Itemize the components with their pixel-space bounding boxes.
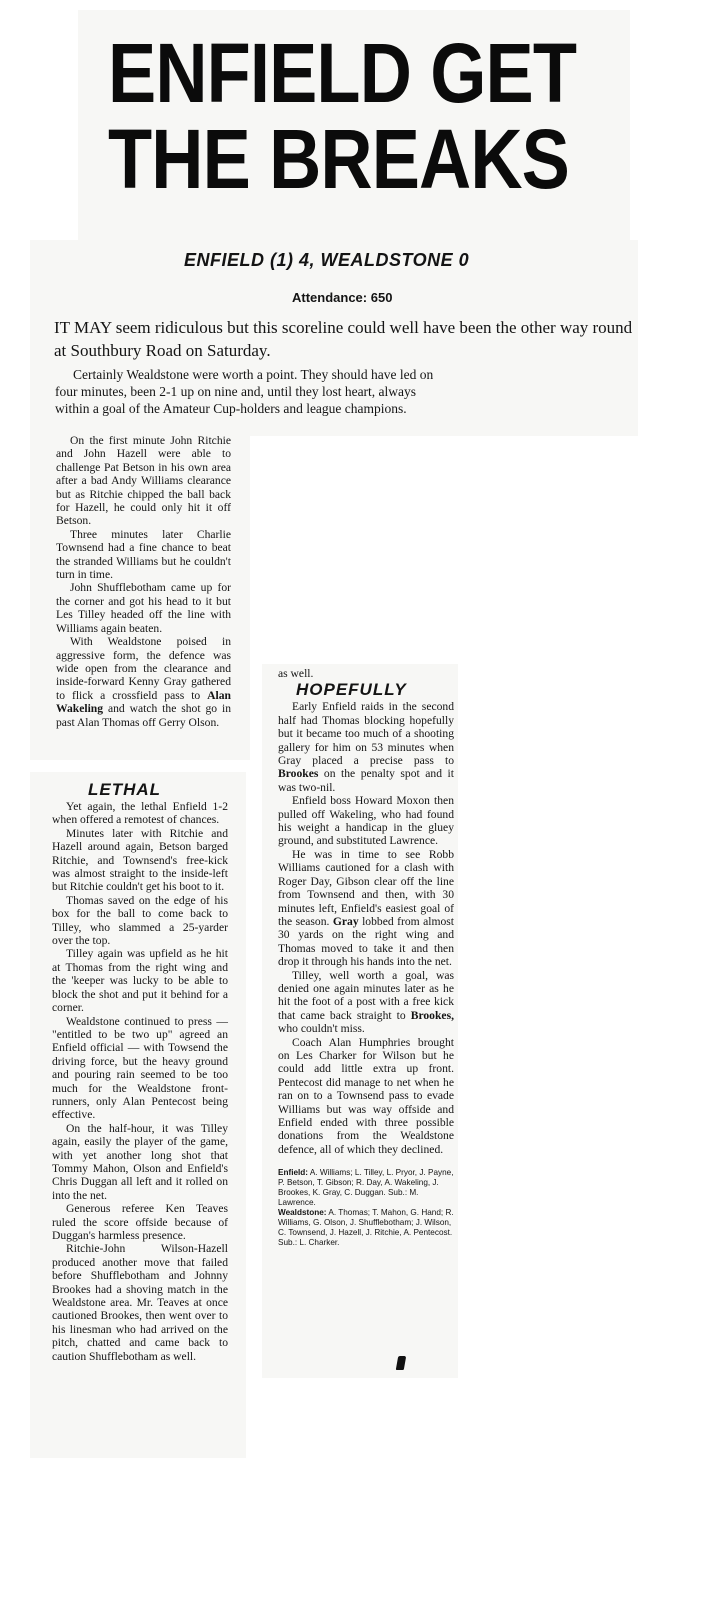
enfield-lineup (278, 1168, 454, 1208)
col2-paragraph-6: On the half-hour, it was Tilley again, easily the player of the game, with yet another long shot that Tommy Mahon, Olson and Enfield's Chris Duggan all left and it rolled on into the net. (52, 1121, 228, 1202)
col1-paragraph-1: On the first minute John Ritchie and John Hazell were able to challenge Pat Betson in his own area after a bad Andy Williams clearance but as Ritchie chipped the ball back for Hazell, he could only hit it off Betson. (56, 434, 231, 528)
wealdstone-lineup (278, 1208, 454, 1248)
scoreline: ENFIELD (1) 4, WEALDSTONE 0 (184, 250, 470, 270)
col3-carryover: as well. (278, 667, 314, 680)
lethal-subheading: LETHAL (88, 780, 162, 799)
wealdstone-lineup-label: Wealdstone: (278, 1208, 327, 1218)
col3-p1-text-a: Early Enfield raids in the second half had Thomas blocking hopefully but it became too much of a shooting gallery for him on 53 minutes when Gray placed a precise pass to (278, 700, 454, 768)
col2-paragraph-3: Thomas saved on the edge of his box for the ball to come back to Tilley, who slammed a 25-yarder over the top. (52, 893, 228, 948)
lead-paragraph: Certainly Wealdstone were worth a point. They should have led on four minutes, been 2-1 up on nine and, until they lost heart, always within a goal of the Amateur Cup-holders and league champions. (55, 367, 434, 416)
col1-paragraph-4 (56, 635, 231, 729)
article-column-1 (56, 434, 231, 729)
col2-paragraph-4: Tilley again was upfield as he hit at Thomas from the right wing and the 'keeper was lucky to be able to block the shot and put it behind for a corner. (52, 947, 228, 1015)
col2-paragraph-7: Generous referee Ken Teaves ruled the score offside because of Duggan's harmless presence. (52, 1202, 228, 1242)
col1-p4-text-a: With Wealdstone poised in aggressive form, the defence was wide open from the clearance and inside-forward Kenny Gray gathered to flick a crossfield pass to (56, 635, 231, 702)
col3-p1-text-b: on the penalty spot and it was two-nil. (278, 767, 454, 794)
article-column-2 (52, 780, 228, 1363)
headline (108, 26, 577, 206)
col1-p4-text-b: and watch the shot go in past Alan Thomas off Gerry Olson. (56, 702, 231, 729)
headline-line-1: ENFIELD GET (108, 26, 577, 120)
col2-paragraph-5: Wealdstone continued to press — "entitled to be two up" agreed an Enfield official — with Towsend the driving force, but the heavy ground and pouring rain seemed to be too much for the Wealdstone front-runners, only Alan Pentecost being effective. (52, 1014, 228, 1122)
col2-paragraph-8: Ritchie-John Wilson-Hazell produced another move that failed before Shufflebotham and Johnny Brookes had a shoving match in the Wealdstone area. Mr. Teaves at once cautioned Brookes, then went over to his linesman who had arrived on the pitch, chatted and came back to caution Shufflebotham as well. (52, 1242, 228, 1363)
col3-paragraph-2: Enfield boss Howard Moxon then pulled off Wakeling, who had found his weight a handicap in the gluey ground, and substituted Lawrence. (278, 794, 454, 848)
col2-paragraph-2: Minutes later with Ritchie and Hazell around again, Betson barged Ritchie, and Townsend's free-kick was almost straight to the inside-left but Ritchie couldn't get his boot to it. (52, 826, 228, 894)
col3-p3-text-a: He was in time to see Robb Williams cautioned for a clash with Roger Day, Gibson clear off the line from Townsend and then, with 30 minutes left, Enfield's easiest goal of the season. (278, 847, 454, 928)
col3-p1-bold-name: Brookes (278, 767, 319, 781)
col3-p3-bold-name: Gray (332, 914, 359, 928)
col1-paragraph-3: John Shufflebotham came up for the corner and got his head to it but Les Tilley headed off the line with Williams again beaten. (56, 581, 231, 635)
col3-paragraph-3 (278, 848, 454, 969)
col3-paragraph-5: Coach Alan Humphries brought on Les Charker for Wilson but he could add little extra up front. Pentecost did manage to net when he ran on to a Townsend pass to evade Williams but was way offside and Enfield ended with three possible donations from the Wealdstone defence, all of which they declined. (278, 1035, 454, 1156)
col3-paragraph-4 (278, 969, 454, 1036)
col2-paragraph-1: Yet again, the lethal Enfield 1-2 when offered a remotest of chances. (52, 800, 228, 827)
hopefully-subheading: HOPEFULLY (296, 680, 407, 700)
col3-p4-bold-name: Brookes, (410, 1008, 454, 1022)
intro-paragraph: IT MAY seem ridiculous but this scoreline could well have been the other way round at Southbury Road on Saturday. (54, 318, 633, 360)
col1-paragraph-2: Three minutes later Charlie Townsend had a fine chance to beat the stranded Williams but he couldn't turn in time. (56, 527, 231, 582)
enfield-lineup-players: A. Williams; L. Tilley, L. Pryor, J. Payne, P. Betson, T. Gibson; R. Day, A. Wakeling, J. Brookes, K. Gray, C. Duggan. Sub.: M. Lawrence. (278, 1168, 454, 1208)
col1-p4-bold-name: Alan Wakeling (56, 688, 231, 716)
article-column-3 (278, 667, 454, 1248)
col3-p4-text-b: who couldn't miss. (278, 1022, 365, 1036)
attendance: Attendance: 650 (292, 290, 393, 305)
col3-paragraph-1 (278, 700, 454, 794)
wealdstone-lineup-players: A. Thomas; T. Mahon, G. Hand; R. Williams, G. Olson, J. Shufflebotham; J. Wilson, C. Townsend, J. Hazell, J. Ritchie, A. Pentecost. Sub.: L. Charker. (278, 1208, 454, 1248)
team-lineups (278, 1168, 454, 1248)
enfield-lineup-label: Enfield: (278, 1168, 309, 1178)
col3-p3-text-b: lobbed from almost 30 yards on the right wing and Thomas moved to take it and then drop it through his hands into the net. (278, 914, 454, 969)
col3-p4-text-a: Tilley, well worth a goal, was denied one again minutes later as he hit the foot of a post with a free kick that came back straight to (278, 968, 454, 1022)
headline-line-2: THE BREAKS (108, 112, 570, 206)
